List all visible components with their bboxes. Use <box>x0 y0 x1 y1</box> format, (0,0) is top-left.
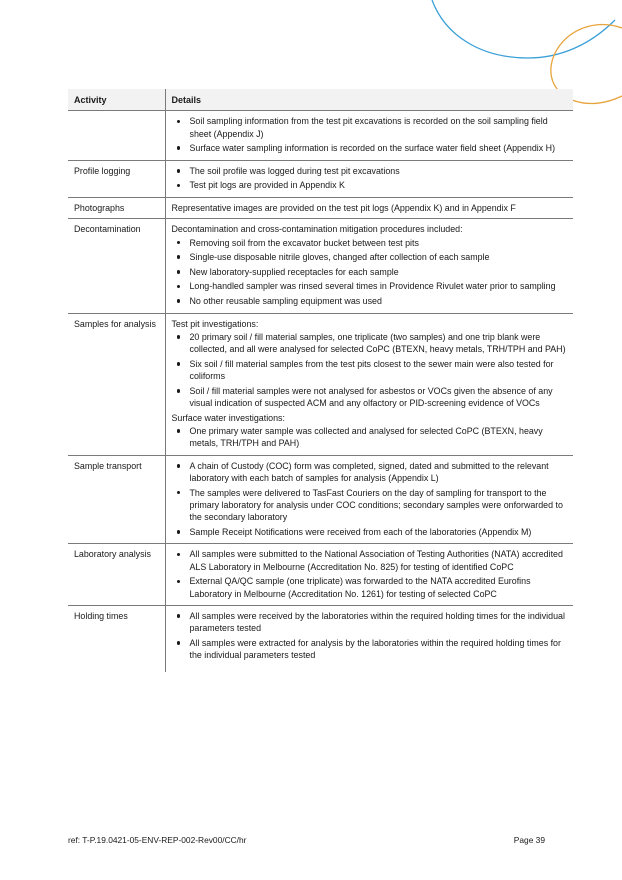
table-row-decontamination <box>68 219 573 313</box>
bullet-item: The samples were delivered to TasFast Couriers on the day of sampling for transport to the primary laboratory for analysis under COC conditions; secondary samples were onforwarded to the secondary laboratory <box>172 487 568 524</box>
details-intro: Surface water investigations: <box>171 412 285 423</box>
details-intro: Decontamination and cross-contamination mitigation procedures included: <box>171 224 463 235</box>
details-cell <box>165 455 573 544</box>
bullet-item: All samples were submitted to the National Association of Testing Authorities (NATA) accredited ALS Laboratory in Melbourne (Accreditation No. 825) for testing of identified CoPC <box>172 548 568 573</box>
details-cell <box>165 197 573 218</box>
details-cell <box>165 111 573 160</box>
bullet-item: Single-use disposable nitrile gloves, changed after collection of each sample <box>172 251 568 263</box>
bullet-list <box>172 460 568 538</box>
details-cell <box>165 313 573 455</box>
bullet-item: Sample Receipt Notifications were received from each of the laboratories (Appendix M) <box>172 526 568 538</box>
activity-cell: Photographs <box>68 197 165 218</box>
header-details: Details <box>165 89 573 111</box>
bullet-list <box>172 237 568 308</box>
bullet-list <box>172 115 568 154</box>
details-cell <box>165 606 573 672</box>
activity-cell: Holding times <box>68 606 165 672</box>
orange-arc-tail <box>572 96 622 103</box>
page-number: Page 39 <box>513 835 545 845</box>
header-activity: Activity <box>68 89 165 111</box>
table-row-profile-logging <box>68 160 573 197</box>
bullet-item: Long-handled sampler was rinsed several times in Providence Rivulet water prior to sampling <box>172 280 568 292</box>
table-header-row <box>68 89 573 111</box>
bullet-item: 20 primary soil / fill material samples, one triplicate (two samples) and one trip blank were collected, and all were analysed for selected CoPC (BTEXN, heavy metals, TRH/TPH and PAH) <box>172 331 568 356</box>
activity-cell: Sample transport <box>68 455 165 544</box>
details-cell <box>165 544 573 606</box>
bullet-list <box>172 425 568 450</box>
bullet-item: Surface water sampling information is recorded on the surface water field sheet (Appendix H) <box>172 142 568 154</box>
details-cell <box>165 219 573 313</box>
bullet-list <box>172 331 568 409</box>
details-cell <box>165 160 573 197</box>
bullet-list <box>172 548 568 599</box>
activity-cell: Profile logging <box>68 160 165 197</box>
bullet-item: Removing soil from the excavator bucket between test pits <box>172 237 568 249</box>
table-row-holding-times <box>68 606 573 672</box>
bullet-item: One primary water sample was collected and analysed for selected CoPC (BTEXN, heavy metals, TRH/TPH and PAH) <box>172 425 568 450</box>
bullet-item: Test pit logs are provided in Appendix K <box>172 179 568 191</box>
activity-cell: Laboratory analysis <box>68 544 165 606</box>
details-intro: Test pit investigations: <box>171 318 259 329</box>
table-body <box>68 111 573 672</box>
bullet-item: No other reusable sampling equipment was used <box>172 295 568 307</box>
activity-cell <box>68 111 165 160</box>
table-row-samples-for-analysis <box>68 313 573 455</box>
bullet-item: Six soil / fill material samples from the test pits closest to the sewer main were also tested for coliforms <box>172 358 568 383</box>
table-row-soil-sampling-cont <box>68 111 573 160</box>
bullet-item: External QA/QC sample (one triplicate) was forwarded to the NATA accredited Eurofins Laboratory in Melbourne (Accreditation No. 1261) for testing of selected CoPC <box>172 575 568 600</box>
document-reference: ref: T-P.19.0421-05-ENV-REP-002-Rev00/CC/hr <box>68 835 247 845</box>
bullet-item: New laboratory-supplied receptacles for each sample <box>172 266 568 278</box>
activity-cell: Samples for analysis <box>68 313 165 455</box>
blue-arc <box>432 0 615 58</box>
bullet-item: All samples were received by the laboratories within the required holding times for the individual parameters tested <box>172 610 568 635</box>
details-intro: Representative images are provided on the test pit logs (Appendix K) and in Appendix F <box>171 202 516 213</box>
bullet-item: All samples were extracted for analysis by the laboratories within the required holding times for the individual parameters tested <box>172 637 568 662</box>
bullet-list <box>172 610 568 661</box>
bullet-item: A chain of Custody (COC) form was completed, signed, dated and submitted to the relevant laboratory with each batch of samples for analysis (Appendix L) <box>172 460 568 485</box>
table-row-sample-transport <box>68 455 573 544</box>
activity-details-table <box>68 89 573 672</box>
bullet-item: Soil / fill material samples were not analysed for asbestos or VOCs given the absence of any visual indication of suspected ACM and any olfactory or PID-screening evidence of VOCs <box>172 385 568 410</box>
bullet-item: The soil profile was logged during test pit excavations <box>172 165 568 177</box>
activity-cell: Decontamination <box>68 219 165 313</box>
table-row-laboratory-analysis <box>68 544 573 606</box>
bullet-list <box>172 165 568 192</box>
table-row-photographs <box>68 197 573 218</box>
bullet-item: Soil sampling information from the test pit excavations is recorded on the soil sampling field sheet (Appendix J) <box>172 115 568 140</box>
